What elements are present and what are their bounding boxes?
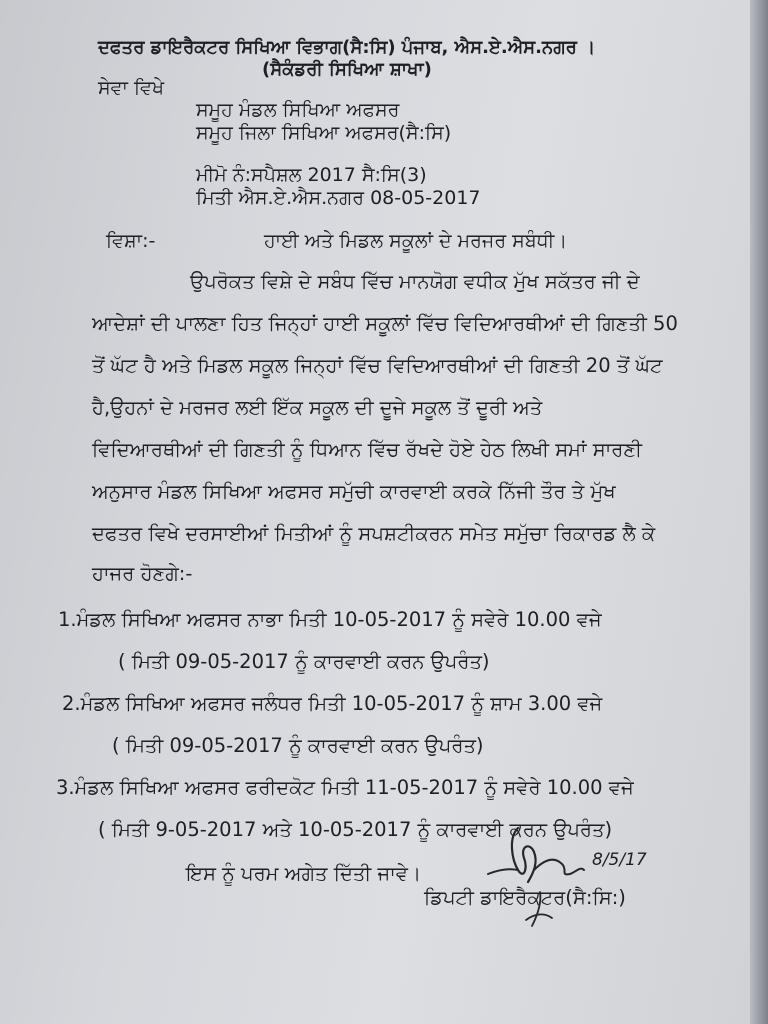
recipient-2: ਸਮੂਹ ਜਿਲਾ ਸਿਖਿਆ ਅਫਸਰ(ਸੈ:ਸਿ) <box>196 122 452 144</box>
schedule-note-3: ( ਮਿਤੀ 9-05-2017 ਅਤੇ 10-05-2017 ਨੂੰ ਕਾਰਵਾਈ ਕਰਨ ਉਪਰੰਤ) <box>98 818 613 841</box>
recipient-1: ਸਮੂਹ ਮੰਡਲ ਸਿਖਿਆ ਅਫਸਰ <box>196 99 400 121</box>
to-label: ਸੇਵਾ ਵਿਖੇ <box>98 77 165 99</box>
schedule-item-3: 3.ਮੰਡਲ ਸਿਖਿਆ ਅਫਸਰ ਫਰੀਦਕੋਟ ਮਿਤੀ 11-05-2017 ਨੂੰ ਸਵੇਰੇ 10.00 ਵਜੇ <box>56 776 634 799</box>
subject-text: ਹਾਈ ਅਤੇ ਮਿਡਲ ਸਕੂਲਾਂ ਦੇ ਮਰਜਰ ਸਬੰਧੀ। <box>264 230 568 252</box>
signature-date: 8/5/17 <box>592 850 647 870</box>
body-line: ਆਦੇਸ਼ਾਂ ਦੀ ਪਾਲਣਾ ਹਿਤ ਜਿਨ੍ਹਾਂ ਹਾਈ ਸਕੂਲਾਂ ਵਿੱਚ ਵਿਦਿਆਰਥੀਆਂ ਦੀ ਗਿਣਤੀ 50 <box>92 312 678 335</box>
memo-date: ਮਿਤੀ ਐਸ.ਏ.ਐਸ.ਨਗਰ 08-05-2017 <box>196 187 481 209</box>
page-edge <box>750 0 768 1024</box>
branch-header: (ਸੈਕੰਡਰੀ ਸਿਖਿਆ ਸ਼ਾਖਾ) <box>262 59 432 80</box>
body-line: ਤੋਂ ਘੱਟ ਹੈ ਅਤੇ ਮਿਡਲ ਸਕੂਲ ਜਿਨ੍ਹਾਂ ਵਿੱਚ ਵਿਦਿਆਰਥੀਆਂ ਦੀ ਗਿਣਤੀ 20 ਤੋਂ ਘੱਟ <box>92 354 663 377</box>
body-line: ਦਫਤਰ ਵਿਖੇ ਦਰਸਾਈਆਂ ਮਿਤੀਆਂ ਨੂੰ ਸਪਸ਼ਟੀਕਰਨ ਸਮੇਤ ਸਮੁੱਚਾ ਰਿਕਾਰਡ ਲੈ ਕੇ <box>92 522 656 545</box>
signature-scribble <box>478 808 683 938</box>
subject-label: ਵਿਸ਼ਾ:- <box>106 230 156 252</box>
schedule-item-1: 1.ਮੰਡਲ ਸਿਖਿਆ ਅਫਸਰ ਨਾਭਾ ਮਿਤੀ 10-05-2017 ਨੂੰ ਸਵੇਰੇ 10.00 ਵਜੇ <box>58 608 602 631</box>
body-line: ਹੈ,ਉਹਨਾਂ ਦੇ ਮਰਜਰ ਲਈ ਇੱਕ ਸਕੂਲ ਦੀ ਦੂਜੇ ਸਕੂਲ ਤੋਂ ਦੂਰੀ ਅਤੇ <box>92 396 543 419</box>
body-line: ਵਿਦਿਆਰਥੀਆਂ ਦੀ ਗਿਣਤੀ ਨੂੰ ਧਿਆਨ ਵਿੱਚ ਰੱਖਦੇ ਹੋਏ ਹੇਠ ਲਿਖੀ ਸਮਾਂ ਸਾਰਣੀ <box>92 438 642 461</box>
body-line: ਅਨੁਸਾਰ ਮੰਡਲ ਸਿਖਿਆ ਅਫਸਰ ਸਮੁੱਚੀ ਕਾਰਵਾਈ ਕਰਕੇ ਨਿੱਜੀ ਤੌਰ ਤੇ ਮੁੱਖ <box>92 480 616 503</box>
closing-line: ਇਸ ਨੂੰ ਪਰਮ ਅਗੇਤ ਦਿੱਤੀ ਜਾਵੇ। <box>186 862 422 885</box>
body-line: ਹਾਜਰ ਹੋਣਗੇ:- <box>92 562 193 585</box>
memo-number: ਮੀਮੋ ਨੰ:ਸਪੈਸ਼ਲ 2017 ਸੈ:ਸਿ(3) <box>196 164 427 186</box>
signatory-designation: ਡਿਪਟੀ ਡਾਇਰੈਕਟਰ(ਸੈ:ਸਿ:) <box>424 886 626 909</box>
schedule-note-1: ( ਮਿਤੀ 09-05-2017 ਨੂੰ ਕਾਰਵਾਈ ਕਰਨ ਉਪਰੰਤ) <box>118 650 490 673</box>
schedule-note-2: ( ਮਿਤੀ 09-05-2017 ਨੂੰ ਕਾਰਵਾਈ ਕਰਨ ਉਪਰੰਤ) <box>112 734 484 757</box>
office-header: ਦਫਤਰ ਡਾਇਰੈਕਟਰ ਸਿਖਿਆ ਵਿਭਾਗ(ਸੈ:ਸਿ) ਪੰਜਾਬ, ਐਸ.ਏ.ਐਸ.ਨਗਰ । <box>98 37 596 58</box>
body-line: ਉਪਰੋਕਤ ਵਿਸ਼ੇ ਦੇ ਸਬੰਧ ਵਿੱਚ ਮਾਨਯੋਗ ਵਧੀਕ ਮੁੱਖ ਸਕੱਤਰ ਜੀ ਦੇ <box>190 270 640 293</box>
schedule-item-2: 2.ਮੰਡਲ ਸਿਖਿਆ ਅਫਸਰ ਜਲੰਧਰ ਮਿਤੀ 10-05-2017 ਨੂੰ ਸ਼ਾਮ 3.00 ਵਜੇ <box>62 692 603 715</box>
